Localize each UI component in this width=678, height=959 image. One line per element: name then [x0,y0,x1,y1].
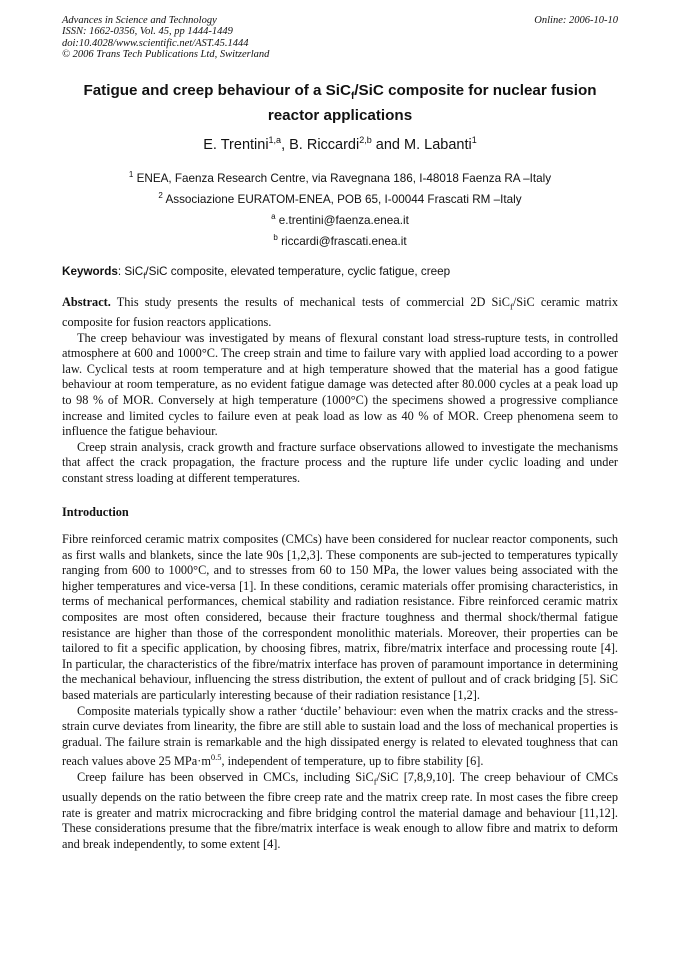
intro-paragraph-2 [62,704,618,770]
title-text-end: /SiC composite for nuclear fusion reactor applications [267,82,597,125]
affiliation-enea [62,168,618,186]
abstract-text: This study presents the results of mechanical tests of commercial 2D SiC [110,295,510,309]
email-text: riccardi@frascati.enea.it [277,234,407,248]
author-name: , B. Riccardi [281,136,360,153]
online-date: Online: 2006-10-10 [534,15,618,26]
affiliation-mark: a [271,212,276,221]
paper-title [62,81,618,125]
abstract-label: Abstract. [62,295,111,309]
title-text-start: Fatigue and creep behaviour of a SiC [83,82,351,99]
affiliation-mark: 1 [128,170,134,179]
author-name: and M. Labanti [371,136,472,153]
abstract-paragraph-3: Creep strain analysis, crack growth and fracture surface observations allowed to investigate the mechanisms that affect the crack propagation, the fracture process and the rupture life under cyclic loading and under constant stress loading at different temperatures. [62,439,618,485]
author-affiliation-mark: 2,b [359,135,372,145]
author-name: E. Trentini [203,136,269,153]
journal-issn: ISSN: 1662-0356, Vol. 45, pp 1444-1449 [62,26,233,38]
email-trentini [62,210,618,228]
title-subscript: f [350,91,355,103]
keywords-text-end: /SiC composite, elevated temperature, cyclic fatigue, creep [145,265,451,278]
affiliation-text: ENEA, Faenza Research Centre, via Ravegnana 186, I-48018 Faenza RA –Italy [133,171,552,185]
intro-subscript: f [373,776,377,787]
abstract [62,295,618,487]
abstract-text: /SiC ceramic matrix composite for fusion reactors applications. [62,295,618,330]
author-list [62,131,618,154]
journal-copyright: © 2006 Trans Tech Publications Ltd, Switzerland [62,48,270,60]
author-affiliation-mark: 1,a [268,135,282,145]
keywords [62,265,618,283]
section-heading-introduction: Introduction [62,505,129,519]
journal-info [62,15,618,60]
intro-text: /SiC [7,8,9,10]. The creep behaviour of CMCs usually depends on the ratio between the fibre creep rate and the matrix creep rate. In most cases the fibre creep rate is greater and matrix microcracking and fibre bridging control the material damage and behaviour [11,12]. These considerations presume that the fibre/matrix interface is weak enough to allow fibre and matrix to deform and break independently, to some extent [4]. [62,770,618,851]
affiliation-euratom [62,189,618,207]
intro-text: , independent of temperature, up to fibre stability [6]. [221,754,484,769]
author-affiliation-mark: 1 [471,135,477,145]
intro-text: Creep failure has been observed in CMCs, including SiC [77,770,374,784]
email-text: e.trentini@faenza.enea.it [275,213,409,227]
email-riccardi [62,231,618,249]
abstract-subscript: f [510,301,513,312]
intro-paragraph-3 [62,770,618,852]
introduction-body [62,532,618,852]
journal-doi: doi:10.4028/www.scientific.net/AST.45.1444 [62,37,249,49]
keywords-text-start: : SiC [117,265,144,278]
abstract-paragraph-1 [62,295,618,331]
affiliation-mark: 2 [158,191,163,200]
affiliation-mark: b [273,233,278,242]
abstract-paragraph-2: The creep behaviour was investigated by means of flexural constant load stress-rupture tests, in controlled atmosphere at 600 and 1000°C. The creep strain and time to failure vary with applied load according to a power law. Cyclical tests at room temperature and at high temperature showed that the material has a good fatigue behaviour at room temperature, as no evident fatigue damage was detected after 80.000 cycles at a peak load up to 98 % of MOR. Conversely at high temperature (1000°C) the specimens showed a progressive compliance increase and limited cycles to failure even at peak load as low as 40 % of MOR. Creep phenomena seem to influence the fatigue behaviour. [62,330,618,439]
intro-paragraph-1: Fibre reinforced ceramic matrix composites (CMCs) have been considered for nuclear reactor components, such as first walls and blankets, since the late 90s [1,2,3]. These components are sub-jected to temperatures typically ranging from 600 to 1000°C, and to stresses from 60 to 150 MPa, the lower values being associated with the higher temperatures and vice-versa [1]. In these conditions, ceramic materials offer promising characteristics, in terms of mechanical performances, chemical stability and radiation resistance. Fibre reinforced ceramic matrix composites are most often considered, because their fracture toughness and thermal shock/thermal fatigue resistance are higher than those of the correspondent monolithic materials. Moreover, their properties can be tailored to fit a specific application, by choosing fibres, matrix, fibre/matrix interface and processing route [4]. In particular, the characteristics of the fibre/matrix interface has proven of paramount importance in determining the mechanical behaviour, influencing the stress distribution, the extent of pullout and of crack bridging [5]. SiC based materials are particularly interesting because of their radiation resistance [1,2]. [62,532,618,702]
intro-text: Composite materials typically show a rather ‘ductile’ behaviour: even when the matrix cracks and the stress-strain curve deviates from linearity, the fibre are still able to sustain load and the loss of mechanical properties is gradual. The failure strain is remarkable and the high dissipated energy is related to elevated toughness that can reach values above 25 MPa·m [62,703,618,769]
intro-superscript: 0.5 [210,752,222,763]
keywords-label: Keywords [62,265,118,278]
keywords-subscript: f [143,271,146,281]
affiliation-text: Associazione EURATOM-ENEA, POB 65, I-00044 Frascati RM –Italy [162,192,522,206]
journal-name: Advances in Science and Technology [62,15,217,26]
